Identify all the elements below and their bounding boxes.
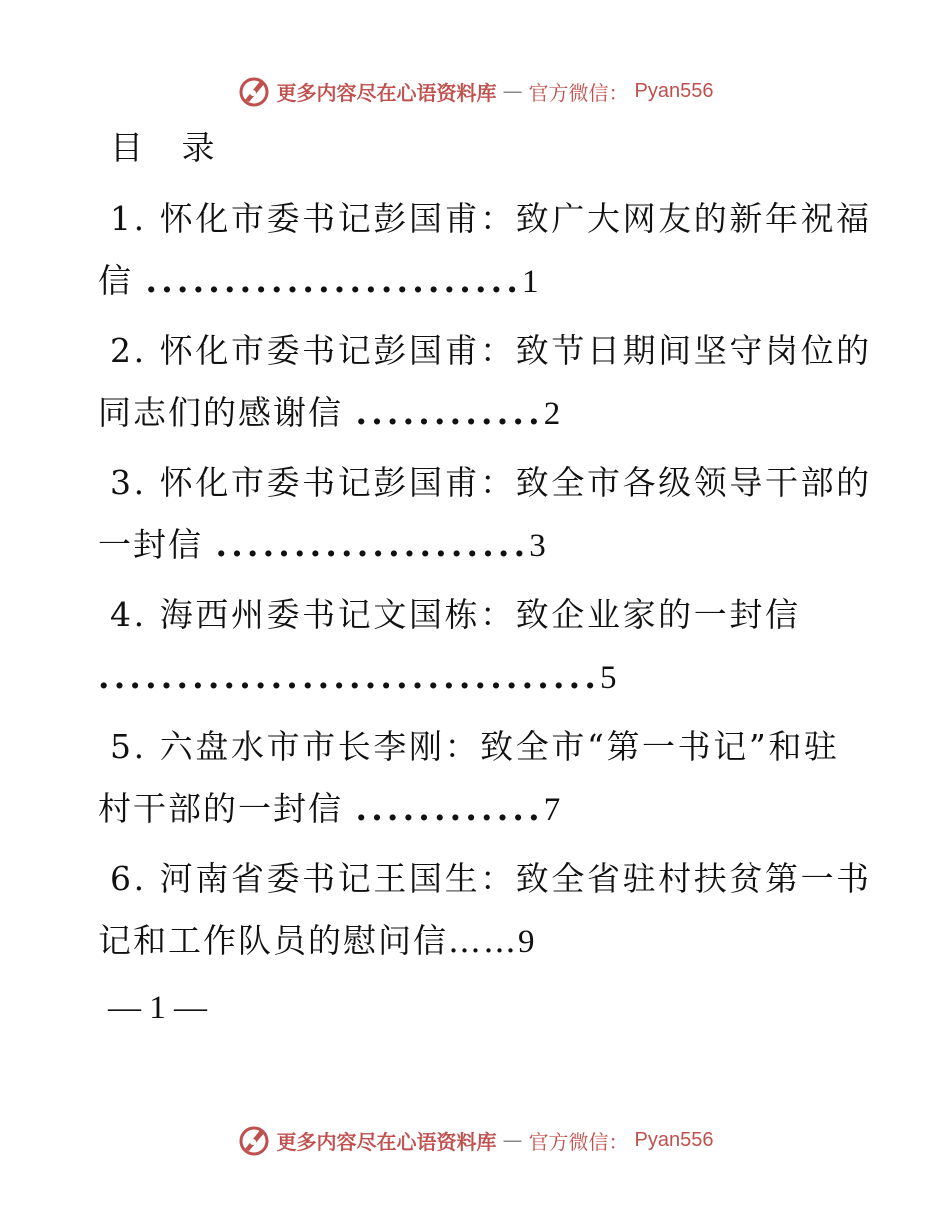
toc-entry-continuation <box>98 910 848 973</box>
toc-title: 目 录 <box>110 128 229 167</box>
toc-leader-dots: ................................ <box>98 657 601 696</box>
toc-leader-dots: ........................ <box>145 261 523 300</box>
toc-page-number: 3 <box>529 528 548 564</box>
pen-logo-icon <box>237 1123 271 1157</box>
toc-page-number: 5 <box>600 660 619 696</box>
toc-leader-ellipsis: …… <box>448 921 518 960</box>
toc-entry-title: 5. 六盘水市市长李刚：致全市“第一书记”和驻 <box>110 727 840 766</box>
toc-entry-continuation <box>98 646 848 709</box>
toc-entry-title: 4. 海西州委书记文国栋：致企业家的一封信 <box>110 595 801 634</box>
toc-entry-title: 1. 怀化市委书记彭国甫：致广大网友的新年祝福 <box>110 199 872 238</box>
watermark-wechat-id: Pyan556 <box>634 79 714 102</box>
toc-leader-dots: ............ <box>355 789 544 828</box>
toc-entry[interactable] <box>98 320 872 444</box>
header-watermark <box>0 74 950 108</box>
toc-entry[interactable] <box>98 584 848 708</box>
toc-entry-title: 3. 怀化市委书记彭国甫：致全市各级领导干部的 <box>110 463 872 502</box>
watermark-text: 更多内容尽在心语资料库 <box>276 1129 497 1154</box>
toc-entry-continuation <box>98 382 848 445</box>
toc-page-number: 7 <box>543 792 563 828</box>
footer-watermark <box>0 1123 950 1157</box>
toc-entry-title: 6. 河南省委书记王国生：致全省驻村扶贫第一书 <box>110 859 872 898</box>
toc-entry-title-cont: 同志们的感谢信 <box>98 393 356 432</box>
watermark-separator: — <box>502 79 523 103</box>
toc-entry[interactable] <box>98 188 872 312</box>
page-number-footer: — 1 — <box>108 990 207 1026</box>
toc-entry-title: 2. 怀化市委书记彭国甫：致节日期间坚守岗位的 <box>110 331 872 370</box>
toc-list <box>98 188 872 980</box>
toc-entry[interactable] <box>98 848 872 972</box>
watermark-wechat-label: 官方微信： <box>528 80 629 105</box>
toc-entry-title-cont: 记和工作队员的慰问信 <box>98 921 448 960</box>
watermark-text: 更多内容尽在心语资料库 <box>276 80 497 105</box>
watermark-wechat-label: 官方微信： <box>528 1129 629 1154</box>
toc-entry-title-cont: 一封信 <box>98 525 216 564</box>
toc-leader-dots: ............ <box>355 393 544 432</box>
toc-leader-dots: .................... <box>215 525 530 564</box>
toc-entry[interactable] <box>98 452 872 576</box>
toc-entry-continuation <box>98 514 848 577</box>
watermark-separator: — <box>502 1128 523 1152</box>
toc-page-number: 1 <box>522 264 541 300</box>
toc-entry-continuation <box>98 778 848 841</box>
toc-entry-continuation <box>98 250 848 313</box>
toc-entry[interactable] <box>98 716 848 840</box>
pen-logo-icon <box>237 74 271 108</box>
toc-entry-title-cont: 信 <box>98 261 146 300</box>
toc-entry-title-cont: 村干部的一封信 <box>98 789 356 828</box>
toc-page-number: 9 <box>518 924 537 960</box>
toc-page-number: 2 <box>543 396 563 432</box>
watermark-wechat-id: Pyan556 <box>634 1128 714 1151</box>
